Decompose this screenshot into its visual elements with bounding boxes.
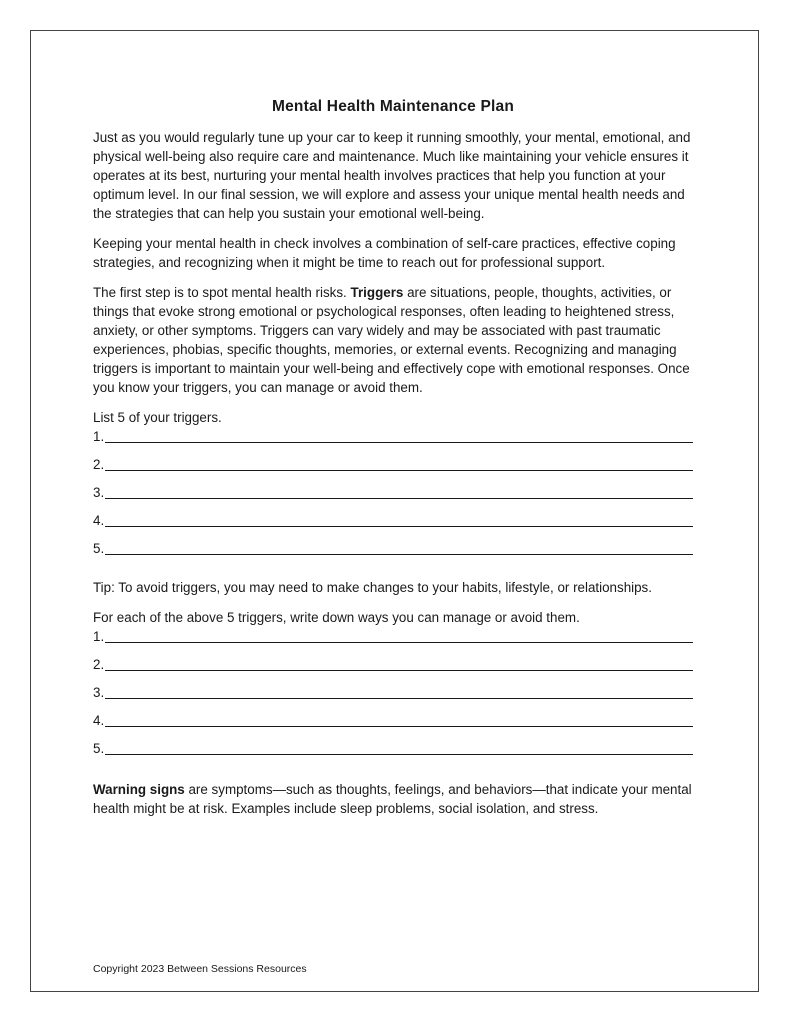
- trigger-entry-line[interactable]: [93, 511, 693, 530]
- warning-signs-paragraph: [93, 780, 693, 818]
- trigger-entry-number: 5.: [93, 541, 105, 556]
- manage-entry-blank[interactable]: [105, 684, 693, 699]
- triggers-lead-text: The first step is to spot mental health risks.: [93, 285, 351, 300]
- intro-paragraph: Just as you would regularly tune up your car to keep it running smoothly, your mental, emotional, and physical well-being also require care and maintenance. Much like maintaining your vehicle ensures it operates at its best, nurturing your mental health involves practices that help you function at your optimum level. In our final session, we will explore and assess your unique mental health needs and the strategies that can help you sustain your emotional well-being.: [93, 130, 691, 221]
- trigger-entry-blank[interactable]: [105, 540, 693, 555]
- trigger-entry-blank[interactable]: [105, 456, 693, 471]
- manage-list: [93, 627, 693, 758]
- manage-list-prompt: For each of the above 5 triggers, write down ways you can manage or avoid them.: [93, 610, 580, 625]
- manage-entry-line[interactable]: [93, 739, 693, 758]
- triggers-definition-text: are situations, people, thoughts, activities, or things that evoke strong emotional or psychological responses, often leading to heightened stress, anxiety, or other symptoms. Triggers can vary widely and may be associated with past traumatic experiences, phobias, specific thoughts, memories, or external events. Recognizing and managing triggers is important to maintain your well-being and effectively cope with emotional responses. Once you know your triggers, you can manage or avoid them.: [93, 285, 690, 395]
- trigger-entry-line[interactable]: [93, 539, 693, 558]
- manage-entry-number: 4.: [93, 713, 105, 728]
- trigger-entry-line[interactable]: [93, 483, 693, 502]
- trigger-entry-blank[interactable]: [105, 428, 693, 443]
- trigger-entry-number: 2.: [93, 457, 105, 472]
- tip-text: Tip: To avoid triggers, you may need to make changes to your habits, lifestyle, or relationships.: [93, 580, 652, 595]
- manage-entry-line[interactable]: [93, 627, 693, 646]
- warning-signs-definition-text: are symptoms—such as thoughts, feelings, and behaviors—that indicate your mental health might be at risk. Examples include sleep problems, social isolation, and stress.: [93, 782, 692, 816]
- triggers-list: [93, 427, 693, 558]
- manage-entry-blank[interactable]: [105, 712, 693, 727]
- manage-entry-blank[interactable]: [105, 628, 693, 643]
- manage-entry-line[interactable]: [93, 655, 693, 674]
- manage-entry-number: 1.: [93, 629, 105, 644]
- manage-entry-line[interactable]: [93, 683, 693, 702]
- trigger-entry-line[interactable]: [93, 427, 693, 446]
- page-title: Mental Health Maintenance Plan: [272, 98, 514, 115]
- trigger-entry-line[interactable]: [93, 455, 693, 474]
- triggers-term: Triggers: [350, 285, 404, 300]
- manage-entry-blank[interactable]: [105, 740, 693, 755]
- trigger-entry-number: 4.: [93, 513, 105, 528]
- trigger-entry-number: 3.: [93, 485, 105, 500]
- warning-signs-term: Warning signs: [93, 782, 185, 797]
- triggers-list-prompt: List 5 of your triggers.: [93, 410, 222, 425]
- self-care-paragraph: Keeping your mental health in check involves a combination of self-care practices, effective coping strategies, and recognizing when it might be time to reach out for professional support.: [93, 236, 676, 270]
- manage-entry-line[interactable]: [93, 711, 693, 730]
- worksheet-content: [93, 96, 693, 829]
- trigger-entry-number: 1.: [93, 429, 105, 444]
- trigger-entry-blank[interactable]: [105, 512, 693, 527]
- manage-entry-blank[interactable]: [105, 656, 693, 671]
- manage-entry-number: 5.: [93, 741, 105, 756]
- manage-entry-number: 3.: [93, 685, 105, 700]
- copyright-footer: Copyright 2023 Between Sessions Resources: [93, 963, 307, 975]
- trigger-entry-blank[interactable]: [105, 484, 693, 499]
- manage-entry-number: 2.: [93, 657, 105, 672]
- triggers-paragraph: [93, 283, 693, 397]
